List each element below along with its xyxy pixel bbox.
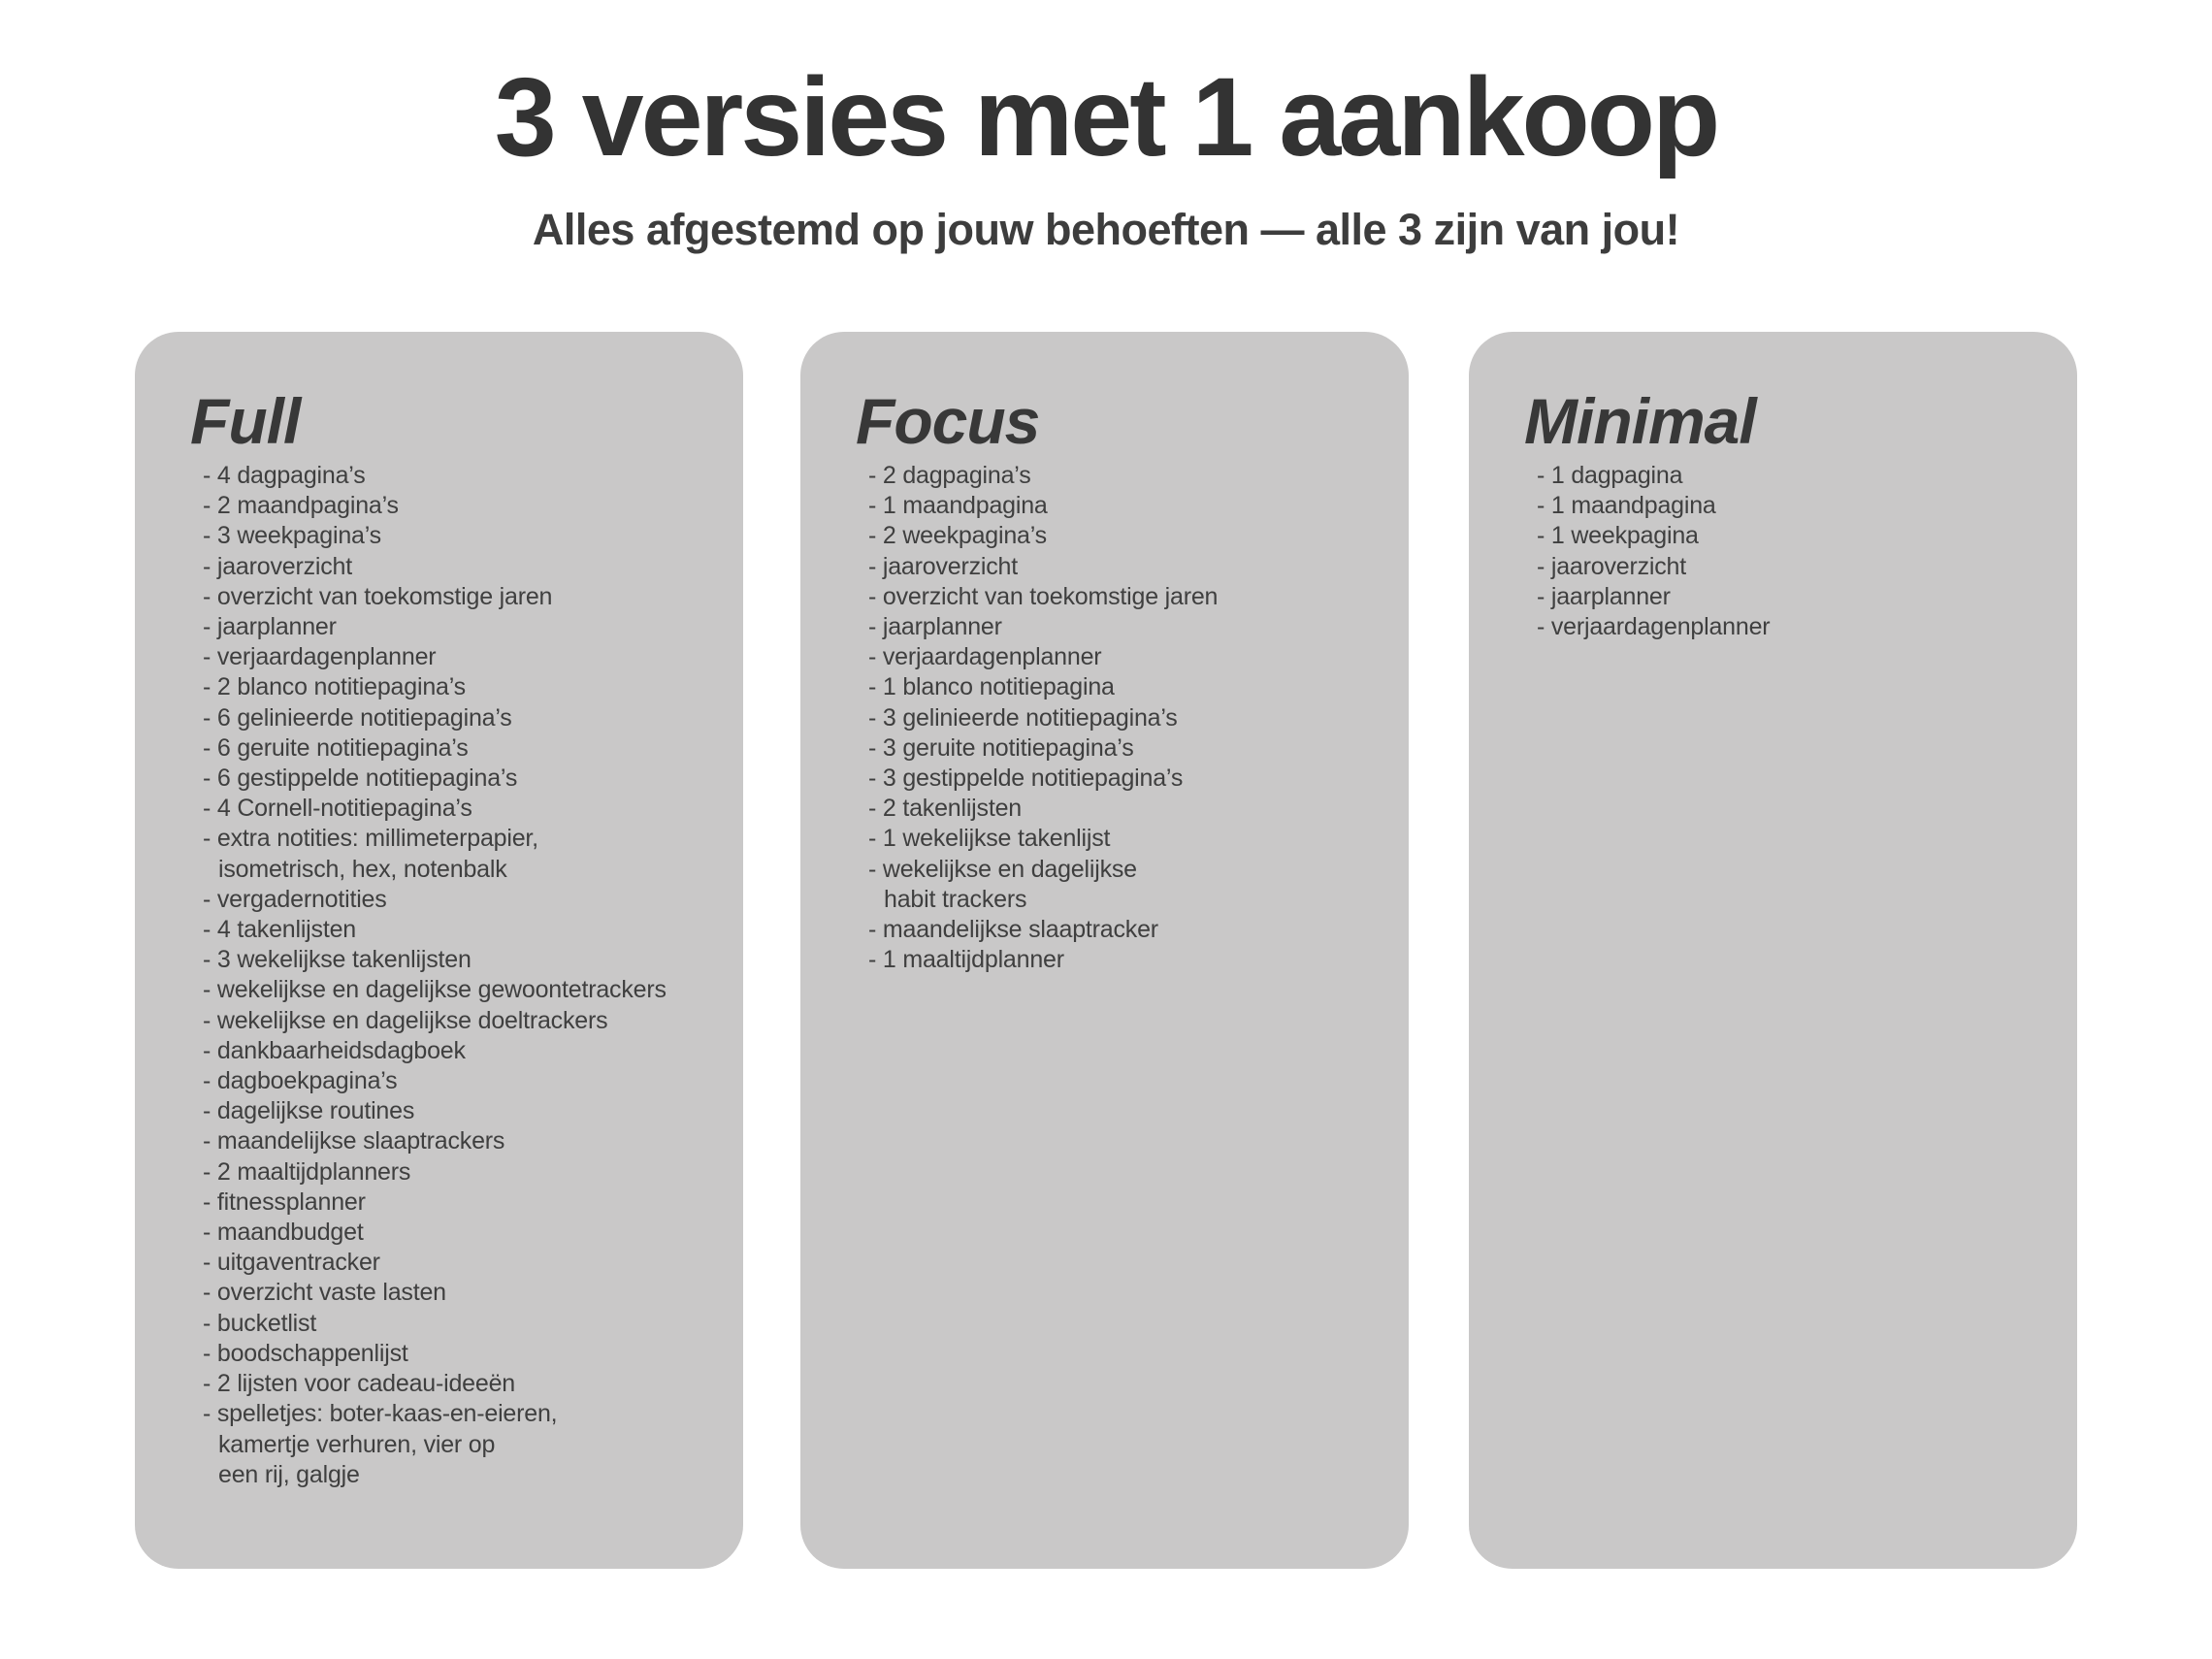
list-line: - 1 dagpagina <box>1537 462 1683 489</box>
list-line: - fitnessplanner <box>203 1187 366 1216</box>
list-line: - jaaroverzicht <box>203 552 352 580</box>
list-line: - bucketlist <box>203 1309 317 1337</box>
list-line: - 6 gelinieerde notitiepagina’s <box>203 703 512 732</box>
list-line: - 2 weekpagina’s <box>868 522 1047 550</box>
list-line: - spelletjes: boter-kaas-en-eieren, <box>203 1400 558 1428</box>
list-line: - wekelijkse en dagelijkse doeltrackers <box>203 1006 608 1034</box>
list-line: - jaarplanner <box>1537 582 1671 610</box>
list-line: - 2 lijsten voor cadeau-ideeën <box>203 1370 515 1398</box>
list-line: - uitgaventracker <box>203 1249 380 1277</box>
list-line: kamertje verhuren, vier op <box>218 1430 496 1458</box>
card-full <box>135 332 743 1569</box>
list-line: - 1 wekelijkse takenlijst <box>868 825 1111 853</box>
card-focus-list <box>868 461 1391 975</box>
card-minimal-list <box>1537 461 2060 642</box>
card-minimal-title: Minimal <box>1524 385 1756 457</box>
list-line: - verjaardagenplanner <box>868 643 1102 671</box>
page-title: 3 versies met 1 aankoop <box>494 55 1718 179</box>
list-line: - dagelijkse routines <box>203 1097 415 1125</box>
list-line: - 4 Cornell-notitiepagina’s <box>203 795 472 823</box>
list-line: - 3 geruite notitiepagina’s <box>868 733 1134 762</box>
list-line: - jaarplanner <box>868 613 1002 641</box>
list-line: - boodschappenlijst <box>203 1339 408 1367</box>
list-line: - verjaardagenplanner <box>1537 613 1771 641</box>
list-line: - wekelijkse en dagelijkse <box>868 855 1137 883</box>
list-line: - vergadernotities <box>203 885 387 913</box>
list-line: - 1 maaltijdplanner <box>868 946 1064 974</box>
list-line: - 3 wekelijkse takenlijsten <box>203 946 472 974</box>
list-line: - jaaroverzicht <box>868 552 1018 580</box>
list-line: - overzicht vaste lasten <box>203 1279 446 1307</box>
list-line: - overzicht van toekomstige jaren <box>868 582 1219 610</box>
list-line: - maandelijkse slaaptrackers <box>203 1127 505 1155</box>
list-line: een rij, galgje <box>218 1460 360 1488</box>
list-line: - 2 blanco notitiepagina’s <box>203 673 466 701</box>
list-line: - 2 maandpagina’s <box>203 492 399 520</box>
list-line: - 3 gelinieerde notitiepagina’s <box>868 703 1178 732</box>
list-line: - 1 maandpagina <box>1537 492 1716 520</box>
list-line: - 2 dagpagina’s <box>868 462 1031 489</box>
list-line: - 1 weekpagina <box>1537 522 1699 550</box>
list-line: - jaarplanner <box>203 613 337 641</box>
list-line: - 4 dagpagina’s <box>203 462 366 489</box>
list-line: - maandelijkse slaaptracker <box>868 916 1158 944</box>
list-line: isometrisch, hex, notenbalk <box>218 855 507 883</box>
list-line: - 4 takenlijsten <box>203 916 356 944</box>
card-full-title: Full <box>190 385 301 457</box>
card-full-list <box>203 461 726 1490</box>
page-subtitle: Alles afgestemd op jouw behoeften — alle 3 zijn van jou! <box>532 205 1680 254</box>
list-line: - dankbaarheidsdagboek <box>203 1036 466 1064</box>
list-line: - 3 gestippelde notitiepagina’s <box>868 764 1184 793</box>
list-line: - overzicht van toekomstige jaren <box>203 582 553 610</box>
list-line: - wekelijkse en dagelijkse gewoontetrackers <box>203 976 667 1004</box>
list-line: - 1 maandpagina <box>868 492 1048 520</box>
list-line: - maandbudget <box>203 1219 364 1247</box>
list-line: - dagboekpagina’s <box>203 1067 398 1095</box>
list-line: - 3 weekpagina’s <box>203 522 381 550</box>
card-minimal <box>1469 332 2077 1569</box>
list-line: - 2 takenlijsten <box>868 795 1022 823</box>
card-focus-title: Focus <box>856 385 1040 457</box>
list-line: habit trackers <box>884 885 1027 913</box>
list-line: - verjaardagenplanner <box>203 643 437 671</box>
list-line: - jaaroverzicht <box>1537 552 1686 580</box>
list-line: - 1 blanco notitiepagina <box>868 673 1115 701</box>
list-line: - 6 geruite notitiepagina’s <box>203 733 469 762</box>
card-focus <box>800 332 1409 1569</box>
list-line: - extra notities: millimeterpapier, <box>203 825 538 853</box>
list-line: - 6 gestippelde notitiepagina’s <box>203 764 518 793</box>
list-line: - 2 maaltijdplanners <box>203 1157 411 1186</box>
